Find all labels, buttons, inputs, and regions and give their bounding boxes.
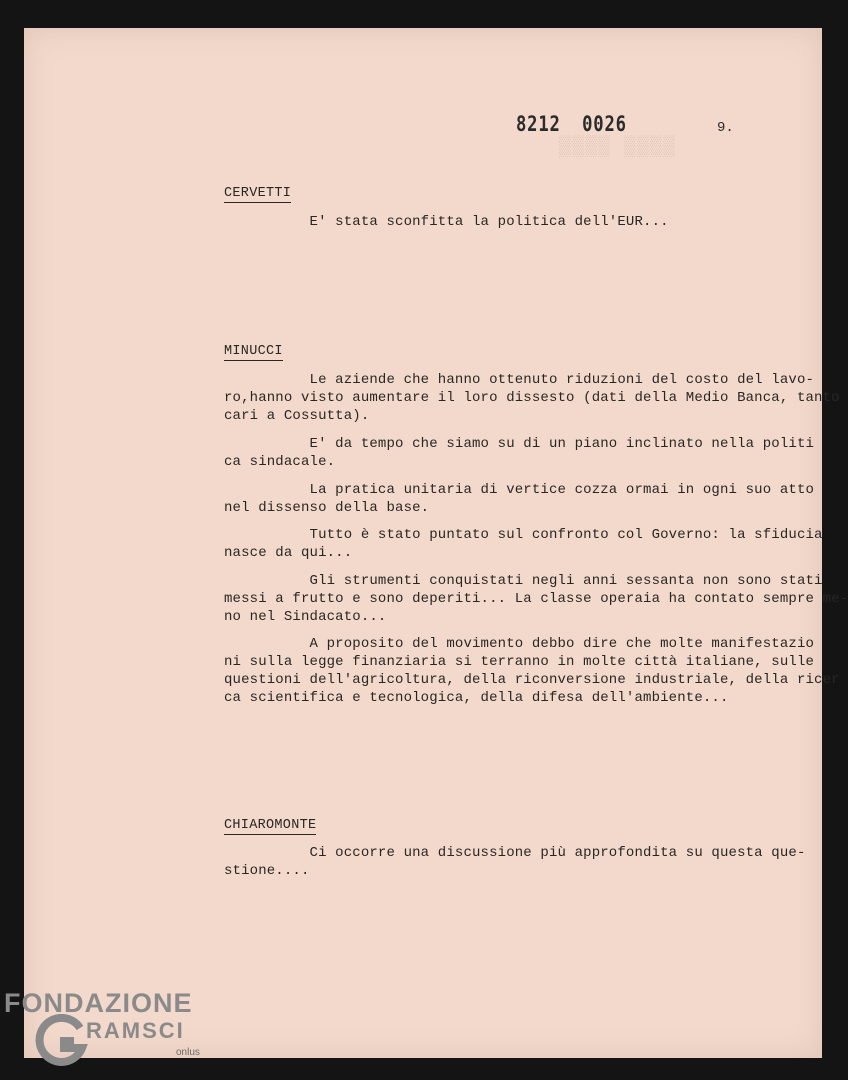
- speaker-heading-minucci: MINUCCI: [224, 344, 283, 359]
- paragraph: E' stata sconfitta la politica dell'EUR...: [224, 214, 669, 230]
- watermark-line1: FONDAZIONE: [4, 988, 193, 1018]
- speaker-heading-cervetti: CERVETTI: [224, 186, 292, 201]
- paragraph: Ci occorre una discussione più approfondita su questa que- stione....: [224, 845, 806, 879]
- document-page: [24, 28, 848, 1058]
- paragraph: E' da tempo che siamo su di un piano inclinato nella politi ca sindacale.: [224, 436, 815, 470]
- document-number: [516, 112, 627, 136]
- paragraph: Gli strumenti conquistati negli anni sessanta non sono stati messi a frutto e sono deperiti... La classe operaia ha contato sempre me- no nel Sindacato...: [224, 573, 848, 625]
- bleed-through-number: ▒▒▒▒ ▒▒▒▒: [559, 136, 677, 159]
- speaker-heading-chiaromonte: CHIAROMONTE: [224, 818, 317, 833]
- paragraph: A proposito del movimento debbo dire che molte manifestazio ni sulla legge finanziaria si terranno in molte città italiane, sulle questioni dell'agricoltura, della riconversione industriale, della ricer ca scientifica e tecnologica, della difesa dell'ambiente...: [224, 636, 840, 706]
- fondazione-gramsci-watermark: [4, 988, 214, 1073]
- document-number-sequence: 0026: [582, 112, 627, 136]
- paragraph: Le aziende che hanno ottenuto riduzioni del costo del lavo- ro,hanno visto aumentare il loro dissesto (dati della Medio Banca, tanto cari a Cossutta).: [224, 372, 840, 424]
- watermark-suffix: onlus: [176, 1047, 200, 1058]
- paragraph: Tutto è stato puntato sul confronto col Governo: la sfiducia nasce da qui...: [224, 527, 823, 561]
- page-number: 9.: [717, 120, 734, 136]
- paragraph: La pratica unitaria di vertice cozza ormai in ogni suo atto nel dissenso della base.: [224, 482, 815, 516]
- gramsci-g-logo-icon: [34, 1014, 90, 1070]
- watermark-line2: RAMSCI: [86, 1018, 185, 1043]
- document-number-series: 8212: [516, 112, 561, 136]
